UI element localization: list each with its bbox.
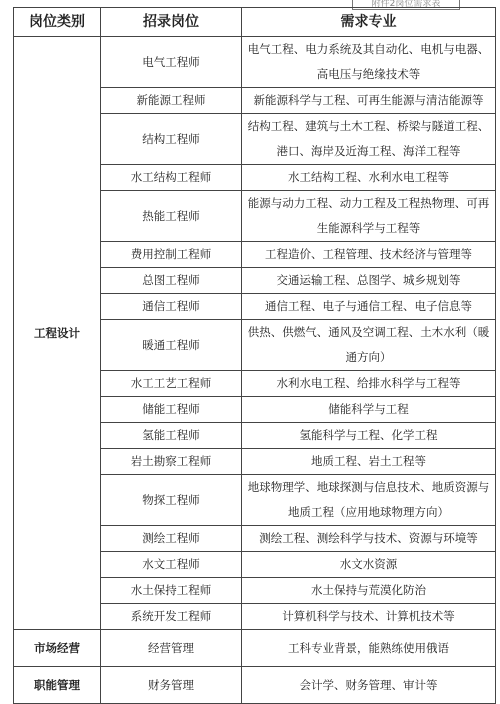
attachment-label: 附件2岗位需求表 — [352, 0, 460, 10]
majors-cell: 新能源科学与工程、可再生能源与清洁能源等 — [242, 88, 496, 114]
header-majors: 需求专业 — [242, 8, 496, 37]
majors-cell: 地球物理学、地球探测与信息技术、地质资源与地质工程（应用地球物理方向） — [242, 475, 496, 526]
majors-cell: 工程造价、工程管理、技术经济与管理等 — [242, 242, 496, 268]
table-row — [14, 667, 496, 704]
position-cell: 系统开发工程师 — [101, 604, 242, 630]
position-cell: 通信工程师 — [101, 294, 242, 320]
position-cell: 水土保持工程师 — [101, 578, 242, 604]
position-cell: 水工工艺工程师 — [101, 371, 242, 397]
majors-cell: 水利水电工程、给排水科学与工程等 — [242, 371, 496, 397]
majors-cell: 计算机科学与技术、计算机技术等 — [242, 604, 496, 630]
position-cell: 岩土勘察工程师 — [101, 449, 242, 475]
position-cell: 水文工程师 — [101, 552, 242, 578]
majors-cell: 交通运输工程、总图学、城乡规划等 — [242, 268, 496, 294]
position-cell: 暖通工程师 — [101, 320, 242, 371]
position-cell: 测绘工程师 — [101, 526, 242, 552]
category-cell: 市场经营 — [14, 630, 101, 667]
majors-cell: 供热、供燃气、通风及空调工程、土木水利（暖通方向） — [242, 320, 496, 371]
position-cell: 氢能工程师 — [101, 423, 242, 449]
category-cell: 工程设计 — [14, 37, 101, 630]
job-requirements-table — [13, 7, 496, 704]
position-cell: 费用控制工程师 — [101, 242, 242, 268]
majors-cell: 地质工程、岩土工程等 — [242, 449, 496, 475]
position-cell: 储能工程师 — [101, 397, 242, 423]
majors-cell: 工科专业背景，能熟练使用俄语 — [242, 630, 496, 667]
table-row — [14, 630, 496, 667]
position-cell: 结构工程师 — [101, 114, 242, 165]
majors-cell: 结构工程、建筑与土木工程、桥梁与隧道工程、港口、海岸及近海工程、海洋工程等 — [242, 114, 496, 165]
position-cell: 新能源工程师 — [101, 88, 242, 114]
majors-cell: 电气工程、电力系统及其自动化、电机与电器、高电压与绝缘技术等 — [242, 37, 496, 88]
position-cell: 财务管理 — [101, 667, 242, 704]
majors-cell: 储能科学与工程 — [242, 397, 496, 423]
category-cell: 职能管理 — [14, 667, 101, 704]
header-row — [14, 8, 496, 37]
majors-cell: 水文水资源 — [242, 552, 496, 578]
position-cell: 经营管理 — [101, 630, 242, 667]
position-cell: 热能工程师 — [101, 191, 242, 242]
majors-cell: 测绘工程、测绘科学与技术、资源与环境等 — [242, 526, 496, 552]
majors-cell: 氢能科学与工程、化学工程 — [242, 423, 496, 449]
majors-cell: 水工结构工程、水利水电工程等 — [242, 165, 496, 191]
position-cell: 水工结构工程师 — [101, 165, 242, 191]
majors-cell: 能源与动力工程、动力工程及工程热物理、可再生能源科学与工程等 — [242, 191, 496, 242]
table-row — [14, 37, 496, 88]
position-cell: 总图工程师 — [101, 268, 242, 294]
header-position: 招录岗位 — [101, 8, 242, 37]
majors-cell: 会计学、财务管理、审计等 — [242, 667, 496, 704]
majors-cell: 通信工程、电子与通信工程、电子信息等 — [242, 294, 496, 320]
position-cell: 电气工程师 — [101, 37, 242, 88]
header-category: 岗位类别 — [14, 8, 101, 37]
majors-cell: 水土保持与荒漠化防治 — [242, 578, 496, 604]
position-cell: 物探工程师 — [101, 475, 242, 526]
